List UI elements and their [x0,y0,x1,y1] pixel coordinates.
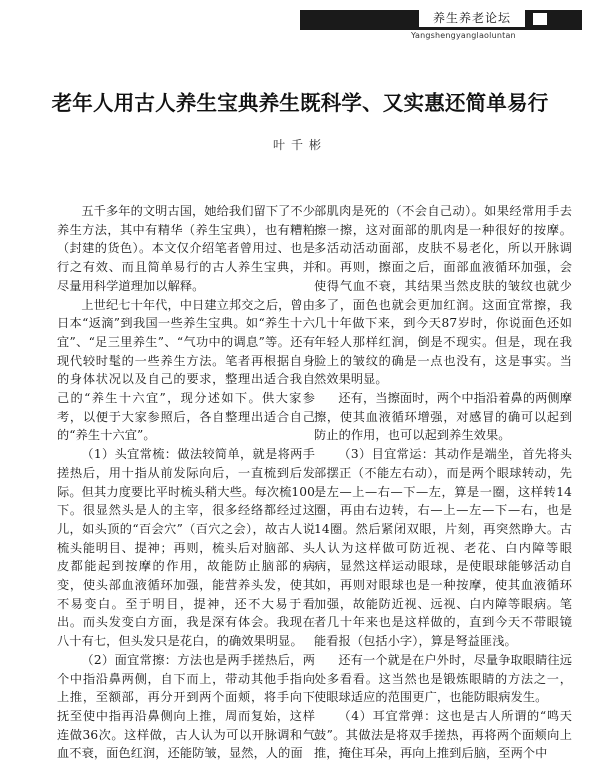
paragraph: （2）面宜常擦：方法也是两手搓热后，两个中指沿鼻两侧，自下而上，带动其他手指向上推，至额部，再分开到两个面颊，将手向下抚至使中指再沿鼻侧向上推，周而复始，这样连做36次。这样做，古人认为可以开脉调和气血不衰，面色红润，还能防皱，显然，人的面 [57,652,315,761]
journal-section-title: 养生养老论坛 [419,9,525,27]
paragraph: （4）耳宜常弹：这也是古人所谓的“鸣天鼓”。其做法是将双手搓热，再将两个面颊向上推，掩住耳朵，再向上推到后脑，至两个中 [314,708,572,761]
header-marker [533,13,547,25]
paragraph: 五千多年的文明古国，她给我们留下了不少养生方法，其中有精华（养生宝典），也有糟粕（封建的货色）。本文仅介绍笔者曾用过、也是行之有效、而且简单易行的古人养生宝典，并尽量用科学道理加以解释。 [57,204,315,293]
journal-section-subtitle: Yangshengyanglaoluntan [411,31,516,40]
right-column [314,202,572,763]
article-author: 叶千彬 [272,138,327,152]
paragraph: 上世纪七十年代，中日建立邦交之后，曾由日本“返滴”到我国一些养生宝典。如“养生十六宜”、“足三里养生”、“气功中的调息”等。还有现代较时髦的一些养生方法。笔者再根据自身的身体状况以及自己的要求，整理出适合我自己的“养生十六宜”，现分述如下。供大家参考，以便于大家参照后，各自整理出适合自己的“养生十六宜”。 [57,297,315,443]
paragraph: （1）头宜常梳：做法较简单，就是将两手搓热后，用十指从前发际向后，一直梳到后发际。但其力度要比平时梳头稍大些。每次梳100下。很显然头是人的主宰，很多经络都经过这儿，如头顶的“百会穴”（百穴之会），故古人说梳头能明目、提神；再则，梳头后对脑部、头皮都能起到按摩的作用，故能防止脑部的病变，使头部血液循环加强，能营养头发，使其不易变白。至于明目，提神，还不大易于看出。而头发变白方面，我是深有体会。我现在八十有七，但头发只是花白，的确效果明显。 [57,447,315,649]
paragraph: 还有，当擦面时，两个中指沿着鼻的两侧摩擦，使其血液循环增强，对感冒的确可以起到防止的作用，也可以起到养生效果。 [314,391,572,443]
article-title: 老年人用古人养生宝典养生既科学、又实惠还简单易行 [51,91,549,115]
paragraph: （3）目宜常运：其动作是端坐，首先将头部摆正（不能左右动），而是两个眼球转动，先是左—上—右—下—左，算是一圈，这样转14圈，再由右边转，右—上—左—下—右，也是14圈。然后紧闭双眼，片刻，再突然睁大。古人认为这样做可防近视、老花、白内障等眼病，显然这样运动眼球，是使眼球能够活动自如，再则对眼球也是一种按摩，使其血液循环加强，故能防近视、远视、白内障等眼病。笔者几十年来也是这样做的，直到今天不带眼镜能看报（包括小字），算是弩益匪浅。 [314,447,572,649]
left-column [57,202,315,763]
paragraph: 部肌肉是死的（不会自己动）。如果经常用手去擦一擦，这对面部的肌肉是一种很好的按摩。多活动活动面部，皮肤不易老化，所以开脉调和。再则，擦面之后，面部血液循环加强，会使得气血不衰，其结果当然皮肤的皱纹也就少多了，面色也就会更加红润。这面宜常擦，我几十年做下来，到今天87岁时，你说面色还如年轻人那样红润，倒是不现实。但是，现在我脸上的皱纹的确是一点也没有，这是事实。当然效果明显。 [314,204,572,387]
paragraph: 还有一个就是在户外时，尽量争取眼睛往远处多看看。这当然也是锻炼眼睛的方法之一，使眼球适应的范围更广，也能防眼病发生。 [314,652,572,705]
